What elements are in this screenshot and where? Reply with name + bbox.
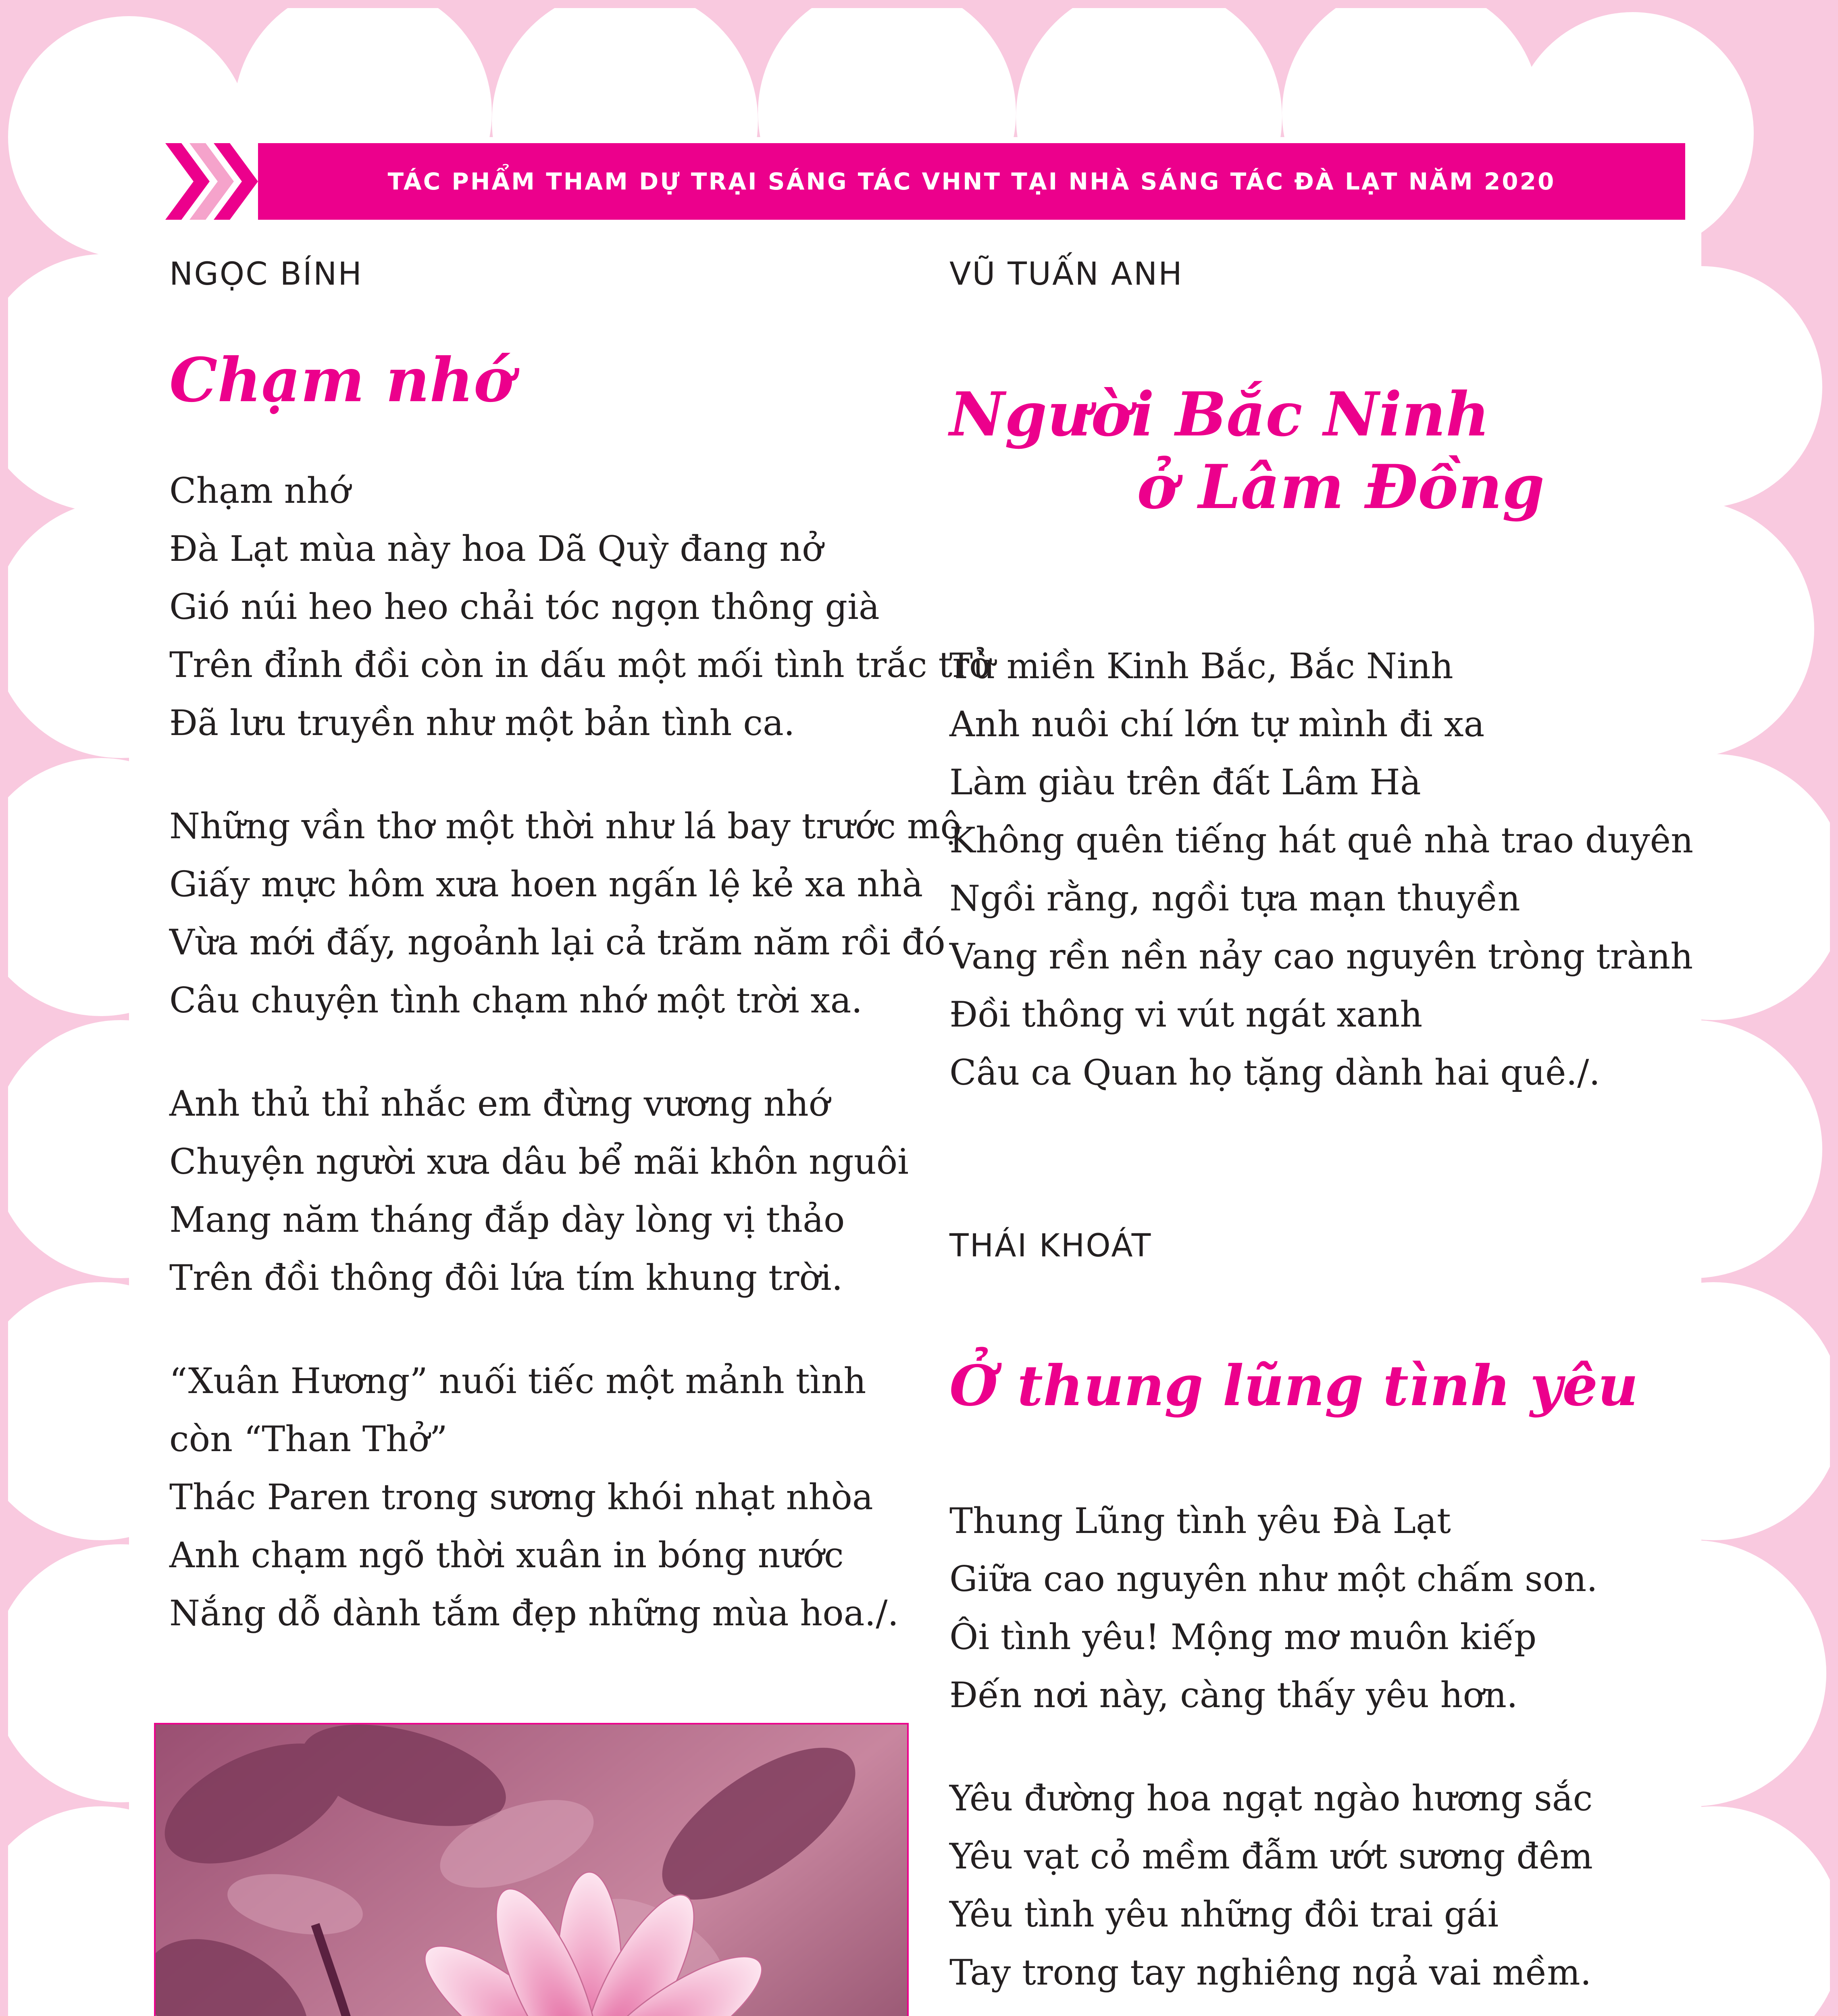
poem1-line: Câu chuyện tình chạm nhớ một trời xa. bbox=[169, 980, 863, 1021]
wild-sunflower-photo bbox=[154, 1723, 909, 2016]
poem3-line: Ôi tình yêu! Mộng mơ muôn kiếp bbox=[949, 1616, 1537, 1658]
poem1-line: Thác Paren trong sương khói nhạt nhòa bbox=[169, 1477, 873, 1518]
header-chevron-icon bbox=[165, 143, 258, 220]
poem2-stanza bbox=[949, 637, 1693, 1102]
poem1-line: Chạm nhớ bbox=[169, 470, 351, 511]
poem1-line: Chuyện người xưa dâu bể mãi khôn nguôi bbox=[169, 1141, 909, 1182]
poem3-line: Tay trong tay nghiêng ngả vai mềm. bbox=[949, 1952, 1592, 1993]
poem1-line: Anh chạm ngõ thời xuân in bóng nước bbox=[169, 1535, 844, 1576]
poem1-line: Những vần thơ một thời như lá bay trước mộ bbox=[169, 806, 962, 847]
poem2-line: Không quên tiếng hát quê nhà trao duyên bbox=[949, 820, 1694, 861]
poem2-line: Đồi thông vi vút ngát xanh bbox=[949, 994, 1423, 1035]
poem1-title: Chạm nhớ bbox=[169, 345, 514, 416]
poem2-line: Làm giàu trên đất Lâm Hà bbox=[949, 762, 1421, 803]
poem2-line: Từ miền Kinh Bắc, Bắc Ninh bbox=[949, 646, 1453, 687]
poem2-line: Ngồi rằng, ngồi tựa mạn thuyền bbox=[949, 878, 1520, 919]
poem3-line: Yêu vạt cỏ mềm đẫm ướt sương đêm bbox=[949, 1836, 1593, 1877]
poem1-line: Gió núi heo heo chải tóc ngọn thông già bbox=[169, 586, 880, 627]
poem3-line: Yêu đường hoa ngạt ngào hương sắc bbox=[949, 1778, 1593, 1819]
poem1-line: Anh thủ thỉ nhắc em đừng vương nhớ bbox=[169, 1083, 830, 1124]
poem3-stanza bbox=[949, 1769, 1647, 2001]
poem3-line: Thung Lũng tình yêu Đà Lạt bbox=[949, 1500, 1451, 1541]
poem1-stanza bbox=[169, 797, 990, 1029]
poem2-line: Vang rền nền nảy cao nguyên tròng trành bbox=[949, 936, 1693, 977]
poem2-title-line1: Người Bắc Ninh bbox=[949, 379, 1490, 450]
poem1-line: Đã lưu truyền như một bản tình ca. bbox=[169, 702, 795, 744]
poem1-line: “Xuân Hương” nuối tiếc một mảnh tình bbox=[169, 1360, 866, 1402]
poem1-line: còn “Than Thở” bbox=[169, 1418, 448, 1460]
poem3-body bbox=[949, 1492, 1647, 2016]
poem1-line: Vừa mới đấy, ngoảnh lại cả trăm năm rồi đó bbox=[169, 922, 945, 963]
poem1-line: Mang năm tháng đắp dày lòng vị thảo bbox=[169, 1199, 845, 1240]
poem1-line: Giấy mực hôm xưa hoen ngấn lệ kẻ xa nhà bbox=[169, 864, 923, 905]
poem1-body bbox=[169, 462, 990, 1687]
poem1-line: Trên đồi thông đôi lứa tím khung trời. bbox=[169, 1257, 843, 1298]
poem2-body bbox=[949, 637, 1693, 1147]
poem1-line: Nắng dỗ dành tắm đẹp những mùa hoa./. bbox=[169, 1593, 899, 1634]
poem1-stanza bbox=[169, 1075, 990, 1307]
poem3-line: Đến nơi này, càng thấy yêu hơn. bbox=[949, 1674, 1518, 1716]
header-title: TÁC PHẨM THAM DỰ TRẠI SÁNG TÁC VHNT TẠI NHÀ SÁNG TÁC ĐÀ LẠT NĂM 2020 bbox=[387, 168, 1556, 195]
poem1-line: Đà Lạt mùa này hoa Dã Quỳ đang nở bbox=[169, 528, 823, 569]
poem2-title-line2: ở Lâm Đồng bbox=[1137, 452, 1545, 523]
poem1-stanza bbox=[169, 1352, 990, 1642]
poem2-line: Câu ca Quan họ tặng dành hai quê./. bbox=[949, 1052, 1601, 1093]
poem3-line: Yêu tình yêu những đôi trai gái bbox=[949, 1894, 1499, 1935]
poem1-line: Trên đỉnh đồi còn in dấu một mối tình trắc trở bbox=[169, 644, 991, 685]
poem3-author: THÁI KHOÁT bbox=[949, 1228, 1152, 1264]
poem3-stanza bbox=[949, 1492, 1647, 1724]
poem1-stanza bbox=[169, 462, 990, 752]
poem2-author: VŨ TUẤN ANH bbox=[949, 256, 1183, 292]
poem3-line: Giữa cao nguyên như một chấm son. bbox=[949, 1558, 1598, 1599]
poem3-title: Ở thung lũng tình yêu bbox=[949, 1353, 1638, 1418]
poem1-author: NGỌC BÍNH bbox=[169, 256, 363, 292]
poem2-line: Anh nuôi chí lớn tự mình đi xa bbox=[949, 704, 1485, 745]
